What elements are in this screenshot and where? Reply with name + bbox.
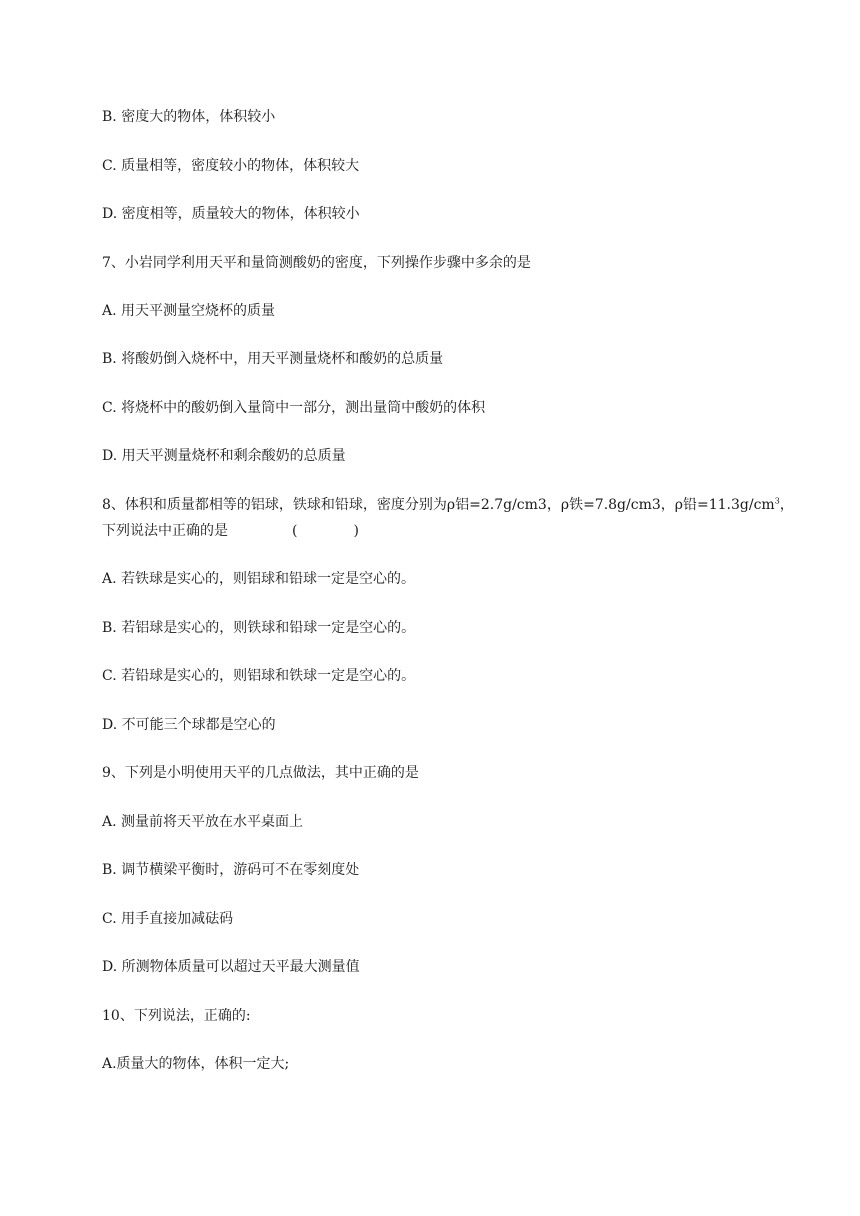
question-7-option-d: D. 用天平测量烧杯和剩余酸奶的总质量 [102,448,346,464]
question-8-stem-tail: 下列说法中正确的是 [102,523,228,539]
question-9-option-b: B. 调节横梁平衡时，游码可不在零刻度处 [102,862,360,878]
question-10-option-a: A.质量大的物体，体积一定大; [102,1056,290,1072]
question-7-option-a: A. 用天平测量空烧杯的质量 [102,303,276,319]
question-8-option-c: C. 若铅球是实心的，则铝球和铁球一定是空心的。 [102,668,416,684]
question-7-stem: 7、小岩同学利用天平和量筒测酸奶的密度，下列操作步骤中多余的是 [102,255,531,271]
question-6-option-b: B. 密度大的物体，体积较小 [102,109,276,125]
question-6-option-d: D. 密度相等，质量较大的物体，体积较小 [102,206,360,222]
question-8-stem-comma: ， [779,497,794,513]
question-8-option-a: A. 若铁球是实心的，则铝球和铅球一定是空心的。 [102,571,416,587]
question-8-stem-line-2 [102,522,359,540]
question-9-option-a: A. 测量前将天平放在水平桌面上 [102,814,304,830]
question-8-option-b: B. 若铝球是实心的，则铁球和铅球一定是空心的。 [102,620,416,636]
superscript-3: 3 [774,496,780,506]
question-7-option-b: B. 将酸奶倒入烧杯中，用天平测量烧杯和酸奶的总质量 [102,351,444,367]
question-10-stem: 10、下列说法，正确的: [102,1008,251,1024]
question-9-stem: 9、下列是小明使用天平的几点做法，其中正确的是 [102,765,419,781]
question-6-option-c: C. 质量相等，密度较小的物体，体积较大 [102,158,360,174]
answer-paren-close: ) [353,523,359,539]
question-7-option-c: C. 将烧杯中的酸奶倒入量筒中一部分，测出量筒中酸奶的体积 [102,400,486,416]
question-9-option-c: C. 用手直接加减砝码 [102,911,234,927]
question-9-option-d: D. 所测物体质量可以超过天平最大测量值 [102,959,360,975]
question-8-stem-text: 8、体积和质量都相等的铝球，铁球和铅球，密度分别为ρ铝=2.7g/cm3，ρ铁=7.8g/cm3，ρ铅=11.3g/cm [102,497,775,513]
question-8-option-d: D. 不可能三个球都是空心的 [102,717,276,733]
question-8-stem-line-1 [102,496,794,514]
answer-paren-open: ( [292,523,298,539]
